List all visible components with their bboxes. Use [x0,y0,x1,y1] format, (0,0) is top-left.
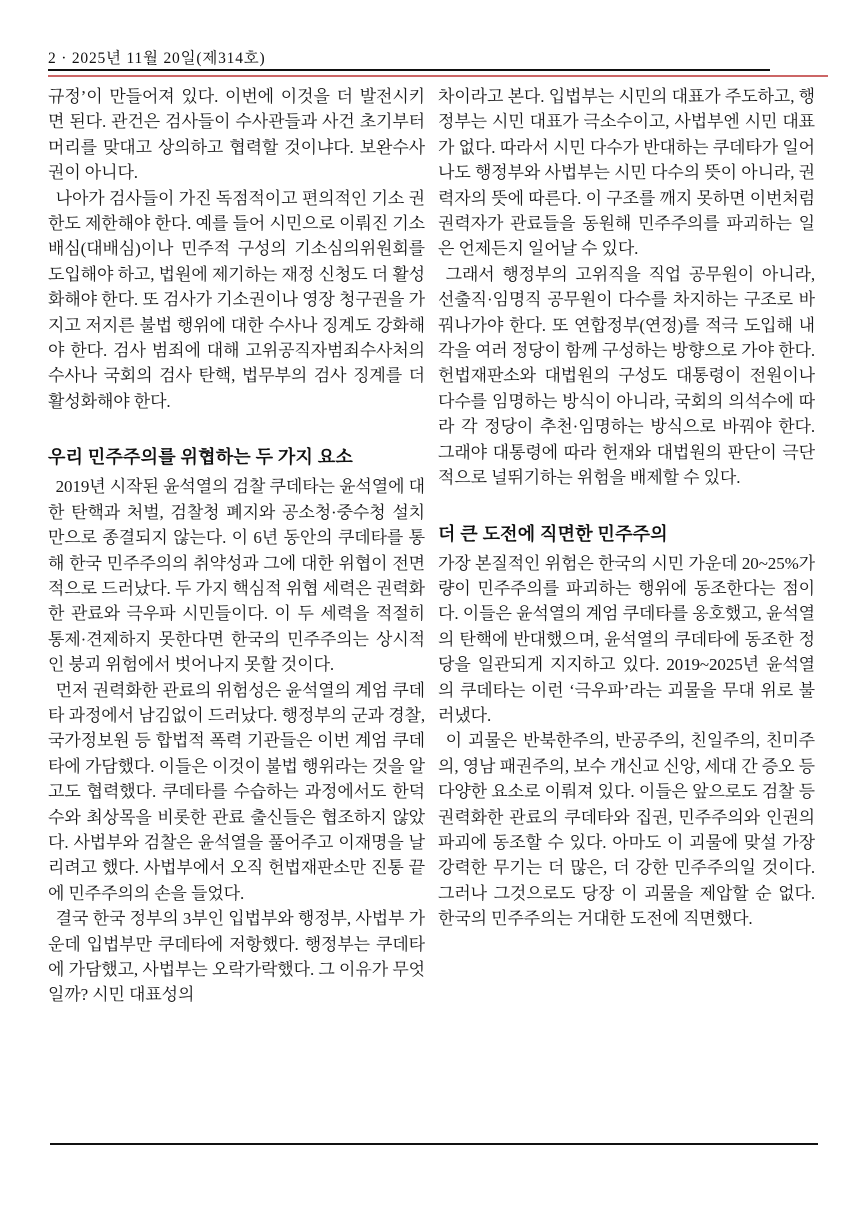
footer-rule [50,1143,818,1145]
body-paragraph: 2019년 시작된 윤석열의 검찰 쿠데타는 윤석열에 대한 탄핵과 처벌, 검찰청 폐지와 공소청·중수청 설치만으로 종결되지 않는다. 이 6년 동안의 쿠데타를 통해 한국 민주주의의 취약성과 그에 대한 위협이 전면적으로 드러났다. 두 가지 핵심적 위협 세력은 권력화한 관료와 극우파 시민들이다. 이 두 세력을 적절히 통제·견제하지 못한다면 한국의 민주주의는 상시적인 붕괴 위험에서 벗어나지 못할 것이다. [48,477,425,675]
header-rule-black [48,69,770,71]
page-header-issue-line: 2 · 2025년 11월 20일(제314호) [48,50,266,67]
body-paragraph: 결국 한국 정부의 3부인 입법부와 행정부, 사법부 가운데 입법부만 쿠데타에 저항했다. 행정부는 쿠데타에 가담했고, 사법부는 오락가락했다. 그 이유가 무엇일까? 시민 대표성의 [48,909,425,1005]
header-rule-red [48,75,828,77]
body-paragraph: 가장 본질적인 위험은 한국의 시민 가운데 20~25%가량이 민주주의를 파괴하는 행위에 동조한다는 점이다. 이들은 윤석열의 계엄 쿠데타를 옹호했고, 윤석열의 탄핵에 반대했으며, 윤석열의 쿠데타에 동조한 정당을 일관되게 지지하고 있다. 2019~2025년 윤석열의 쿠데타는 이런 ‘극우파’라는 괴물을 무대 위로 불러냈다. [438,553,815,725]
body-paragraph: 나아가 검사들이 가진 독점적이고 편의적인 기소 권한도 제한해야 한다. 예를 들어 시민으로 이뤄진 기소배심(대배심)이나 민주적 구성의 기소심의위원회를 도입해야 하고, 법원에 제기하는 재정 신청도 더 활성화해야 한다. 또 검사가 기소권이나 영장 청구권을 가지고 저지른 불법 행위에 대한 수사나 징계도 강화해야 한다. 검사 범죄에 대해 고위공직자범죄수사처의 수사나 국회의 검사 탄핵, 법무부의 검사 징계를 더 활성화해야 한다. [48,188,425,411]
body-paragraph: 먼저 권력화한 관료의 위험성은 윤석열의 계엄 쿠데타 과정에서 남김없이 드러났다. 행정부의 군과 경찰, 국가정보원 등 합법적 폭력 기관들은 이번 계엄 쿠데타에 가담했다. 이들은 이것이 불법 행위라는 것을 알고도 협력했다. 쿠데타를 수습하는 과정에서도 한덕수와 최상목을 비롯한 관료 출신들은 협조하지 않았다. 사법부와 검찰은 윤석열을 풀어주고 이재명을 날리려고 했다. 사법부에서 오직 헌법재판소만 진통 끝에 민주주의의 손을 들었다. [48,680,425,903]
body-paragraph: 규정’이 만들어져 있다. 이번에 이것을 더 발전시키면 된다. 관건은 검사들이 수사관들과 사건 초기부터 머리를 맞대고 상의하고 협력할 것이냐다. 보완수사권이 아니다. [48,87,425,183]
section-heading: 우리 민주주의를 위협하는 두 가지 요소 [48,447,353,468]
body-paragraph: 그래서 행정부의 고위직을 직업 공무원이 아니라, 선출직·임명직 공무원이 다수를 차지하는 구조로 바꿔나가야 한다. 또 연합정부(연정)를 적극 도입해 내각을 여러 정당이 함께 구성하는 방향으로 가야 한다. 헌법재판소와 대법원의 구성도 대통령이 전원이나 다수를 임명하는 방식이 아니라, 국회의 의석수에 따라 각 정당이 추천·임명하는 방식으로 바꿔야 한다. 그래야 대통령에 따라 헌재와 대법원의 판단이 극단적으로 널뛰기하는 위험을 배제할 수 있다. [438,264,815,488]
body-paragraph: 이 괴물은 반북한주의, 반공주의, 친일주의, 친미주의, 영남 패권주의, 보수 개신교 신앙, 세대 간 증오 등 다양한 요소로 이뤄져 있다. 이들은 앞으로도 검찰 등 권력화한 관료의 쿠데타와 집권, 민주주의와 인권의 파괴에 동조할 수 있다. 아마도 이 괴물에 맞설 가장 강력한 무기는 더 많은, 더 강한 민주주의일 것이다. 그러나 그것으로도 당장 이 괴물을 제압할 순 없다. 한국의 민주주의는 거대한 도전에 직면했다. [438,731,815,929]
article-column-right [438,84,815,1008]
article-columns [48,84,815,1008]
section-heading: 더 큰 도전에 직면한 민주주의 [438,523,668,544]
article-column-left [48,84,425,1008]
body-paragraph: 차이라고 본다. 입법부는 시민의 대표가 주도하고, 행정부는 시민 대표가 극소수이고, 사법부엔 시민 대표가 없다. 따라서 시민 다수가 반대하는 쿠데타가 일어나도 행정부와 사법부는 시민 다수의 뜻이 아니라, 권력자의 뜻에 따른다. 이 구조를 깨지 못하면 이번처럼 권력자가 관료들을 동원해 민주주의를 파괴하는 일은 언제든지 일어날 수 있다. [438,87,815,259]
